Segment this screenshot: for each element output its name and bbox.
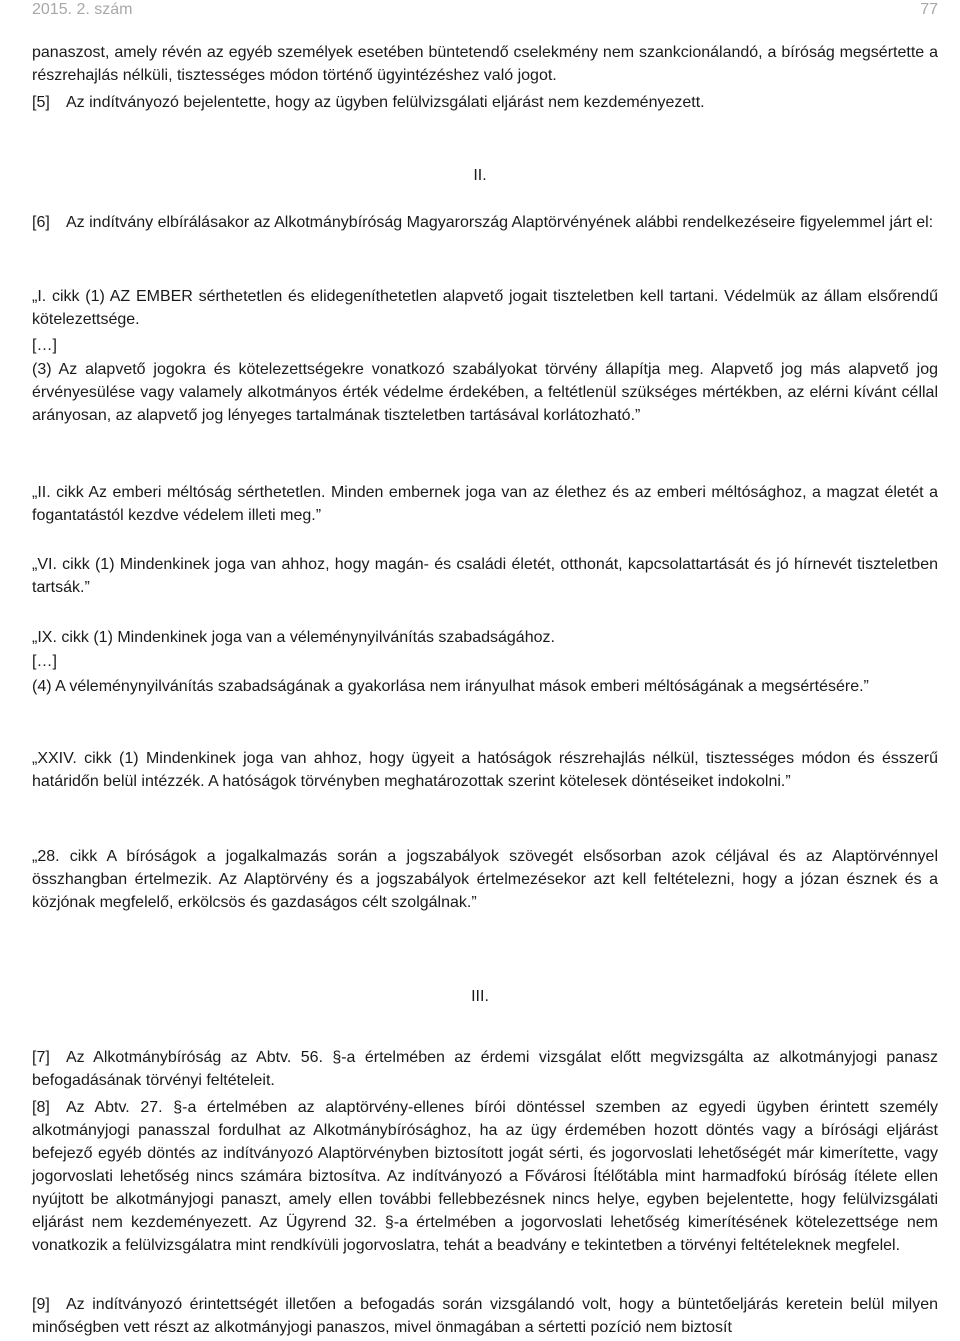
paragraph-text: Az indítvány elbírálásakor az Alkotmánybíróság Magyarország Alaptörvényének alábbi rendelkezéseire figyelemmel járt el: xyxy=(66,214,934,231)
quote-article-9-par-4: (4) A véleménynyilvánítás szabadságának a gyakorlása nem irányulhat mások emberi méltóságának a megsértésére.” xyxy=(32,678,869,695)
paragraph-number: [8] xyxy=(32,1099,50,1116)
paragraph-9 xyxy=(32,1293,938,1339)
paragraph-text: Az indítványozó bejelentette, hogy az ügyben felülvizsgálati eljárást nem kezdeményezett. xyxy=(66,94,705,111)
quote-article-1-par-3: (3) Az alapvető jogokra és kötelezettségekre vonatkozó szabályokat törvény állapítja meg. Alapvető jog más alapvető jog érvényesülése vagy valamely alkotmányos érték védelme érdekében, a feltétlenül szükséges mértékben, az elérni kívánt céllal arányosan, az alapvető jog lényeges tartalmának tiszteletben tartásával korlátozható.” xyxy=(32,361,938,424)
quote-article-6: „VI. cikk (1) Mindenkinek joga van ahhoz, hogy magán- és családi életét, otthonát, kapcsolattartását és jó hírnevét tiszteletben tartsák.” xyxy=(32,556,938,596)
section-heading-2: II. xyxy=(473,167,487,184)
issue-label: 2015. 2. szám xyxy=(32,1,133,18)
paragraph-6 xyxy=(32,211,938,234)
paragraph-text: Az Alkotmánybíróság az Abtv. 56. §-a értelmében az érdemi vizsgálat előtt megvizsgálta az alkotmányjogi panasz befogadásának törvényi feltételeit. xyxy=(32,1049,938,1089)
paragraph-7 xyxy=(32,1046,938,1092)
page-header xyxy=(32,0,938,22)
paragraph-number: [7] xyxy=(32,1049,50,1066)
quote-article-28: „28. cikk A bíróságok a jogalkalmazás során a jogszabályok szövegét elsősorban azok céljával és az Alaptörvénnyel összhangban értelmezik. Az Alaptörvény és a jogszabályok értelmezésekor azt kell feltételezni, hogy a józan észnek és a közjónak megfelelő, erkölcsös és gazdaságos célt szolgálnak.” xyxy=(32,848,938,911)
paragraph-number: [9] xyxy=(32,1296,50,1313)
quote-article-9-par-1: „IX. cikk (1) Mindenkinek joga van a véleménynyilvánítás szabadságához. xyxy=(32,629,555,646)
paragraph-number: [5] xyxy=(32,94,50,111)
quote-ellipsis: […] xyxy=(32,653,57,670)
paragraph-number: [6] xyxy=(32,214,50,231)
paragraph-5 xyxy=(32,91,938,114)
paragraph-text: Az indítványozó érintettségét illetően a befogadás során vizsgálandó volt, hogy a büntetőeljárás keretein belül milyen minőségben vett részt az alkotmányjogi panaszos, mivel önmagában a sértetti pozíció nem biztosít xyxy=(32,1296,938,1336)
quote-article-24: „XXIV. cikk (1) Mindenkinek joga van ahhoz, hogy ügyeit a hatóságok részrehajlás nélkül, tisztességes módon és ésszerű határidőn belül intézzék. A hatóságok törvényben meghatározottak szerint kötelesek döntéseiket indokolni.” xyxy=(32,750,938,790)
paragraph-text: Az Abtv. 27. §-a értelmében az alaptörvény-ellenes bírói döntéssel szemben az egyedi ügyben érintett személy alkotmányjogi panasszal fordulhat az Alkotmánybírósághoz, ha az ügy érdemében hozott döntés vagy a bírósági eljárást befejező egyéb döntés az indítványozó Alaptörvényben biztosított jogát sérti, és jogorvoslati lehetőségét már kimerítette, vagy jogorvoslati lehetőség nincs számára biztosítva. Az indítványozó a Fővárosi Ítélőtábla mint harmadfokú bíróság ítélete ellen nyújtott be alkotmányjogi panaszt, amely ellen további fellebbezésnek nincs helye, egyben bejelentette, hogy felülvizsgálati eljárást nem kezdeményezett. Az Ügyrend 32. §-a értelmében a jogorvoslati lehetőség kimerítésének kötelezettsége nem vonatkozik a felülvizsgálatra mint rendkívüli jogorvoslatra, tehát a beadvány e tekintetben a törvényi feltételeknek megfelel. xyxy=(32,1099,938,1254)
quote-article-1-par-1: „I. cikk (1) AZ EMBER sérthetetlen és elidegeníthetetlen alapvető jogait tiszteletben kell tartani. Védelmük az állam elsőrendű kötelezettsége. xyxy=(32,288,938,328)
intro-paragraph: panaszost, amely révén az egyéb személyek esetében büntetendő cselekmény nem szankcionálandó, a bíróság megsértette a részrehajlás nélküli, tisztességes módon történő ügyintézéshez való jogot. xyxy=(32,44,938,84)
quote-article-2: „II. cikk Az emberi méltóság sérthetetlen. Minden embernek joga van az élethez és az emberi méltósághoz, a magzat életét a fogantatástól kezdve védelem illeti meg.” xyxy=(32,484,938,524)
page-number: 77 xyxy=(920,1,938,18)
section-heading-3: III. xyxy=(471,988,489,1005)
quote-ellipsis: […] xyxy=(32,337,57,354)
paragraph-8 xyxy=(32,1096,938,1257)
